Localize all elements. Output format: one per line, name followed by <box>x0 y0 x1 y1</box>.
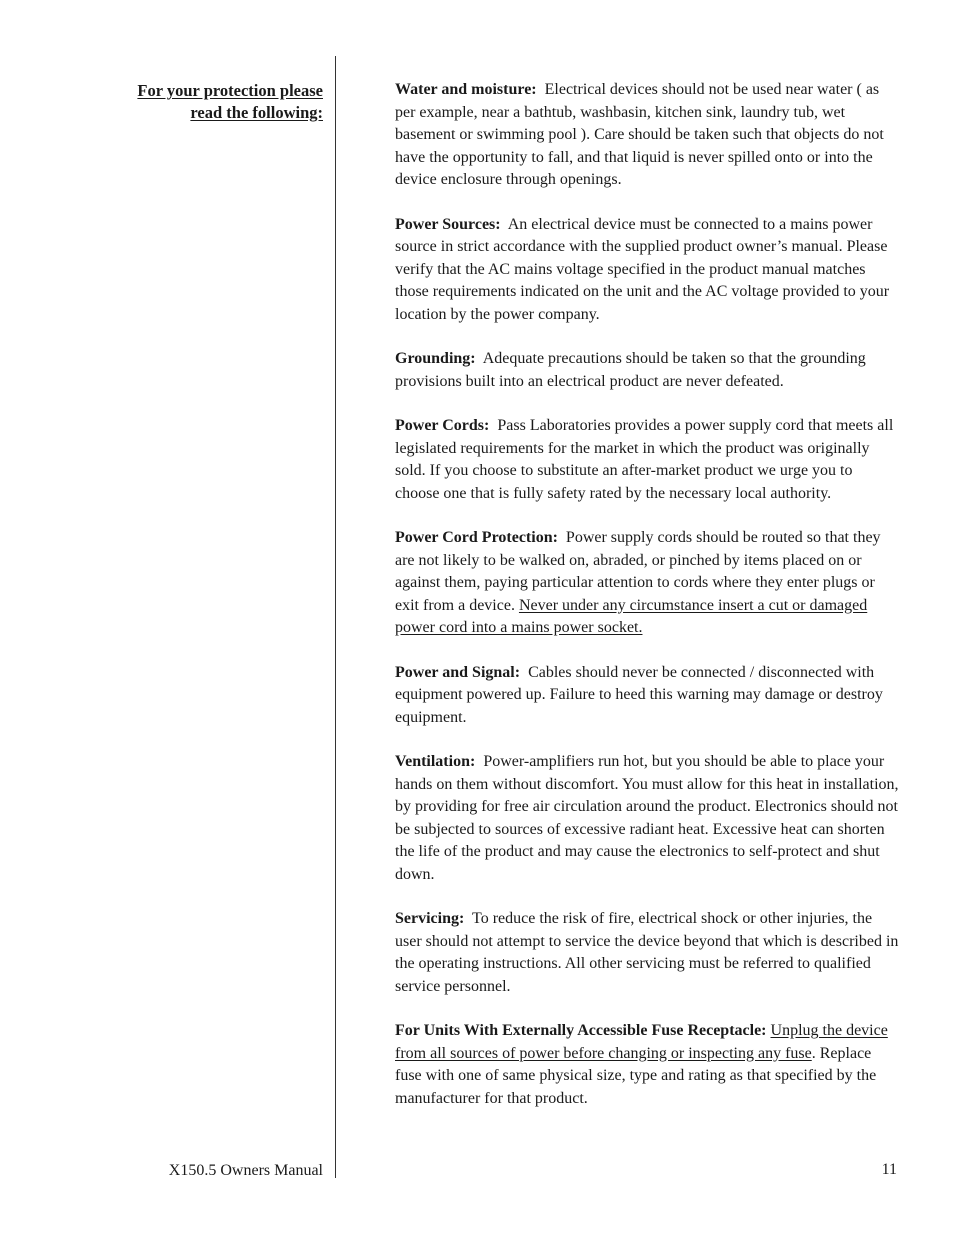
section-title: Power Cords: <box>395 417 490 434</box>
section-body: Electrical devices should not be used near water ( as per example, near a bathtub, washbasin, kitchen sink, laundry tub, wet basement or swimming pool ). Care should be taken such that objects do not have the opportunity to fall, and that liquid is never spilled onto or into the device enclosure through openings. <box>395 81 884 188</box>
section-body: Power-amplifiers run hot, but you should be able to place your hands on them without discomfort. You must allow for this heat in installation, by providing for free air circulation around the product. Electronics should not be subjected to sources of excessive radiant heat. Excessive heat can shorten the life of the product and may cause the electronics to self-protect and shut down. <box>395 753 899 883</box>
section-fuse-receptacle <box>395 1020 900 1110</box>
section-title: Power and Signal: <box>395 663 521 681</box>
section-ventilation <box>395 751 900 886</box>
section-body: Adequate precautions should be taken so that the grounding provisions built into an electrical product are never defeated. <box>395 350 866 390</box>
section-body: Pass Laboratories provides a power supply cord that meets all legislated requirements for the market in which the product was originally sold. If you choose to substitute an after-market product we urge you to choose one that is fully safety rated by the necessary local authority. <box>395 417 894 502</box>
section-body: An electrical device must be connected to a mains power source in strict accordance with the supplied product owner’s manual. Please verify that the AC mains voltage specified in the product manual matches those requirements indicated on the unit and the AC voltage provided to your location by the power company. <box>395 215 890 323</box>
section-power-sources <box>395 214 900 327</box>
section-power-signal <box>395 662 900 730</box>
section-warning-underlined: Never under any circumstance insert a cut or damaged power cord into a mains power socket. <box>395 596 868 636</box>
section-body: . Replace fuse with one of same physical size, type and rating as that specified by the manufacturer for that product. <box>395 1044 877 1107</box>
section-title: Servicing: <box>395 910 465 927</box>
section-power-cords <box>395 415 900 505</box>
section-servicing <box>395 908 900 998</box>
safety-content <box>395 79 900 1132</box>
section-body: To reduce the risk of fire, electrical shock or other injuries, the user should not attempt to service the device beyond that which is described in the operating instructions. All other servicing must be referred to qualified service personnel. <box>395 910 899 995</box>
footer-manual-name: X150.5 Owners Manual <box>168 1162 323 1179</box>
section-title: Power Cord Protection: <box>395 529 558 546</box>
section-grounding <box>395 348 900 393</box>
section-water-moisture <box>395 79 900 192</box>
section-title: Water and moisture: <box>395 81 537 98</box>
section-title: For Units With Externally Accessible Fuse Receptacle: <box>395 1022 767 1039</box>
sidebar-heading <box>137 80 323 124</box>
sidebar-heading-line-1: For your protection please <box>137 81 323 100</box>
section-power-cord-protection <box>395 527 900 640</box>
section-title: Ventilation: <box>395 753 476 770</box>
section-title: Grounding: <box>395 350 476 367</box>
section-warning-underlined: Unplug the device from all sources of power before changing or inspecting any fuse <box>395 1022 888 1062</box>
column-divider <box>335 56 336 1178</box>
section-body: Cables should never be connected / disconnected with equipment powered up. Failure to heed this warning may damage or destroy equipment. <box>395 663 883 726</box>
sidebar-heading-line-2: read the following: <box>190 103 323 122</box>
footer-page-number: 11 <box>881 1161 897 1178</box>
section-body: Power supply cords should be routed so that they are not likely to be walked on, abraded, or pinched by items placed on or against them, paying particular attention to cords where they enter plugs or exit from a device. <box>395 529 881 614</box>
section-title: Power Sources: <box>395 215 501 233</box>
